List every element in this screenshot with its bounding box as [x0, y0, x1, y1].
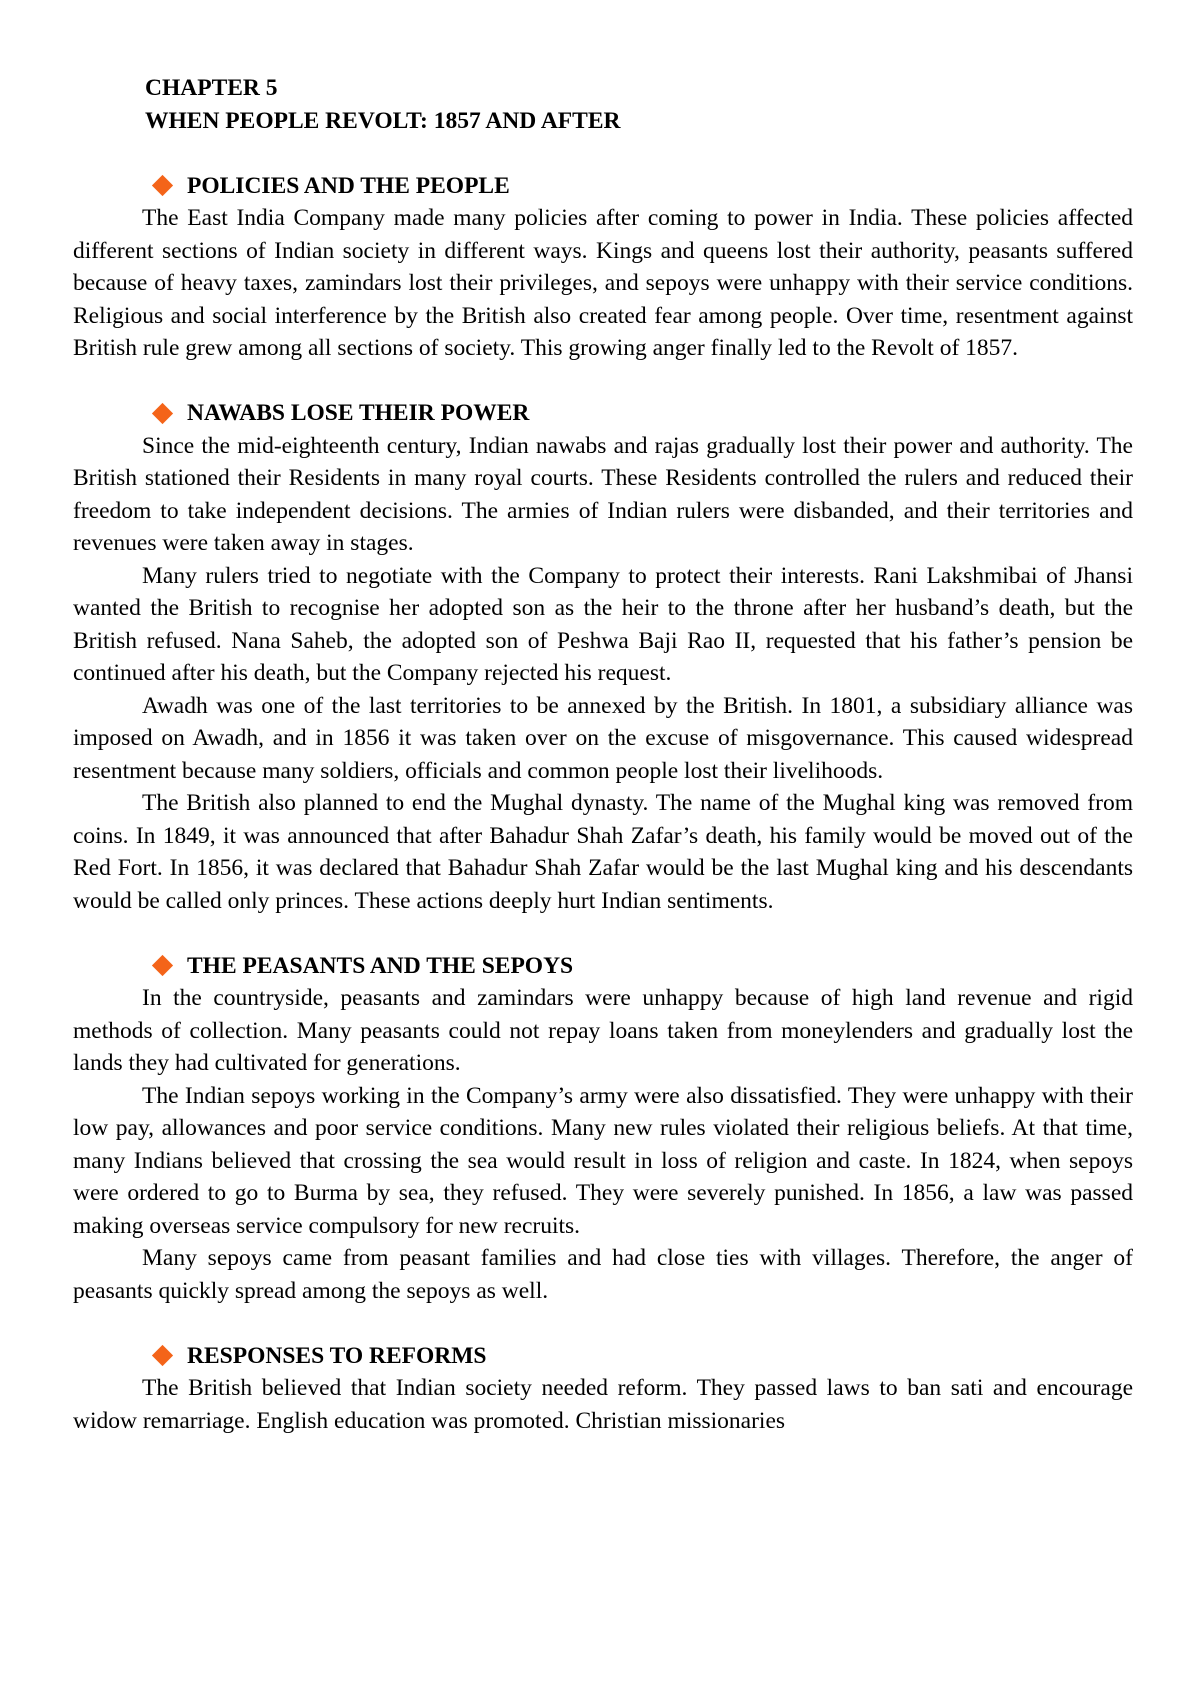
chapter-number: CHAPTER 5 — [145, 75, 278, 101]
diamond-bullet-icon — [152, 403, 173, 424]
section-heading-text: NAWABS LOSE THEIR POWER — [187, 400, 530, 426]
document-page — [73, 72, 1133, 1437]
section-heading — [149, 950, 1133, 983]
paragraph: Many sepoys came from peasant families and had close ties with villages. Therefore, the anger of peasants quickly spread among the sepoys as well. — [73, 1245, 1133, 1304]
section-heading — [149, 1340, 1133, 1373]
paragraph: In the countryside, peasants and zamindars were unhappy because of high land revenue and rigid methods of collection. Many peasants could not repay loans taken from moneylenders and gradually lost the lands they had cultivated for generations. — [73, 985, 1133, 1076]
diamond-bullet-icon — [152, 1345, 173, 1366]
section-heading-text: RESPONSES TO REFORMS — [187, 1342, 487, 1369]
paragraph: The East India Company made many policies after coming to power in India. These policies affected different sections of Indian society in different ways. Kings and queens lost their authority, peasants suffered because of heavy taxes, zamindars lost their privileges, and sepoys were unhappy with their service conditions. Religious and social interference by the British also created fear among people. Over time, resentment against British rule grew among all sections of society. This growing anger finally led to the Revolt of 1857. — [73, 205, 1133, 361]
section-heading-text: THE PEASANTS AND THE SEPOYS — [187, 952, 574, 979]
paragraph: The British also planned to end the Mughal dynasty. The name of the Mughal king was removed from coins. In 1849, it was announced that after Bahadur Shah Zafar’s death, his family would be moved out of the Red Fort. In 1856, it was declared that Bahadur Shah Zafar would be the last Mughal king and his descendants would be called only princes. These actions deeply hurt Indian sentiments. — [73, 790, 1133, 914]
section-heading — [149, 170, 1133, 203]
diamond-bullet-icon — [152, 955, 173, 976]
paragraph: The Indian sepoys working in the Company’s army were also dissatisfied. They were unhappy with their low pay, allowances and poor service conditions. Many new rules violated their religious beliefs. At that time, many Indians believed that crossing the sea would result in loss of religion and caste. In 1824, when sepoys were ordered to go to Burma by sea, they refused. They were severely punished. In 1856, a law was passed making overseas service compulsory for new recruits. — [73, 1082, 1133, 1239]
section-heading-text: POLICIES AND THE PEOPLE — [187, 172, 510, 199]
paragraph: Since the mid-eighteenth century, Indian nawabs and rajas gradually lost their power and authority. The British stationed their Residents in many royal courts. These Residents controlled the rulers and reduced their freedom to take independent decisions. The armies of Indian rulers were disbanded, and their territories and revenues were taken away in stages. — [73, 432, 1133, 556]
paragraph: The British believed that Indian society needed reform. They passed laws to ban sati and encourage widow remarriage. English education was promoted. Christian missionaries — [73, 1375, 1133, 1434]
chapter-title: WHEN PEOPLE REVOLT: 1857 AND AFTER — [145, 107, 621, 134]
paragraph: Awadh was one of the last territories to be annexed by the British. In 1801, a subsidiary alliance was imposed on Awadh, and in 1856 it was taken over on the excuse of misgovernance. This caused widespread resentment because many soldiers, officials and common people lost their livelihoods. — [73, 692, 1133, 784]
diamond-bullet-icon — [152, 175, 173, 196]
section-heading — [149, 397, 1133, 430]
paragraph: Many rulers tried to negotiate with the Company to protect their interests. Rani Lakshmibai of Jhansi wanted the British to recognise her adopted son as the heir to the throne after her husband’s death, but the British refused. Nana Saheb, the adopted son of Peshwa Baji Rao II, requested that his father’s pension be continued after his death, but the Company rejected his request. — [73, 562, 1133, 686]
